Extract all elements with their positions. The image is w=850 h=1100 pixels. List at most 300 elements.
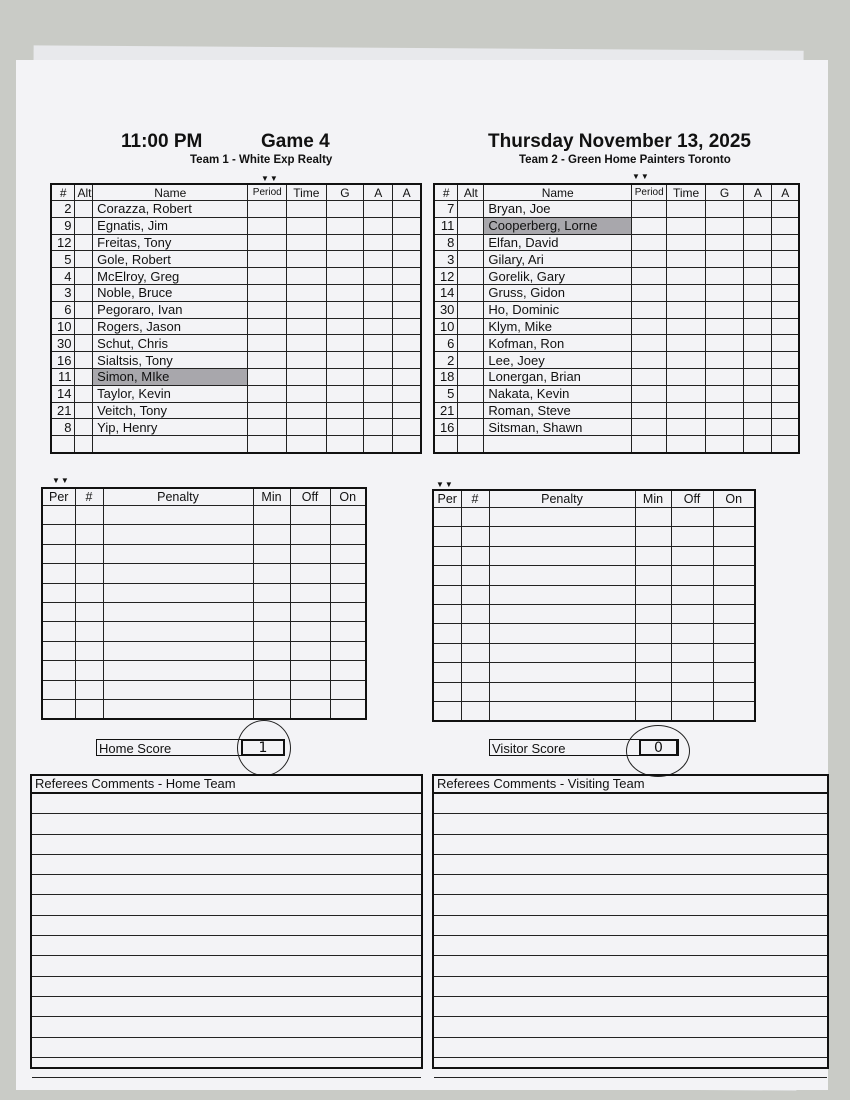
stat-cell: [458, 419, 484, 436]
arrow-marker: ▼▼: [632, 172, 650, 181]
stat-cell: [326, 284, 364, 301]
comment-line: [32, 814, 421, 834]
penalty-cell: [253, 583, 290, 602]
penalty-cell: [461, 604, 489, 623]
penalty-cell: [103, 699, 253, 719]
stat-cell: [632, 217, 667, 234]
home-penalty-header: [42, 488, 366, 506]
player-name: Noble, Bruce: [93, 284, 248, 301]
stat-cell: [458, 368, 484, 385]
stat-cell: [667, 268, 705, 285]
penalty-cell: [713, 566, 755, 585]
player-name: Elfan, David: [484, 234, 632, 251]
player-number: 11: [51, 368, 75, 385]
col-alt: Alt: [458, 184, 484, 201]
col-assist: A: [772, 184, 799, 201]
col-goal: G: [326, 184, 364, 201]
penalty-cell: [433, 585, 461, 604]
stat-cell: [75, 301, 93, 318]
player-number: 2: [434, 352, 458, 369]
stat-cell: [632, 268, 667, 285]
stat-cell: [458, 234, 484, 251]
comment-line: [32, 1058, 421, 1078]
penalty-row: [433, 624, 755, 643]
stat-cell: [393, 402, 421, 419]
roster-row: [51, 201, 421, 218]
roster-row: [434, 368, 799, 385]
player-name: Yip, Henry: [93, 419, 248, 436]
penalty-cell: [671, 566, 713, 585]
penalty-cell: [461, 682, 489, 701]
player-name: Freitas, Tony: [93, 234, 248, 251]
stat-cell: [326, 368, 364, 385]
penalty-cell: [433, 566, 461, 585]
comment-line: [434, 875, 827, 895]
penalty-cell: [75, 699, 103, 719]
player-name: Klym, Mike: [484, 318, 632, 335]
stat-cell: [772, 419, 799, 436]
penalty-cell: [290, 661, 330, 680]
stat-cell: [667, 436, 705, 453]
comment-line: [434, 794, 827, 814]
stat-cell: [287, 402, 327, 419]
stat-cell: [667, 318, 705, 335]
col-number: #: [461, 490, 489, 508]
player-name: [484, 436, 632, 453]
stat-cell: [75, 436, 93, 453]
penalty-cell: [253, 641, 290, 660]
stat-cell: [705, 251, 743, 268]
stat-cell: [364, 352, 393, 369]
stat-cell: [632, 419, 667, 436]
stat-cell: [705, 436, 743, 453]
arrow-marker: ▼▼: [436, 480, 454, 489]
stat-cell: [744, 368, 772, 385]
penalty-cell: [489, 508, 635, 527]
col-period: Period: [632, 184, 667, 201]
player-name: Sitsman, Shawn: [484, 419, 632, 436]
player-name: Kofman, Ron: [484, 335, 632, 352]
penalty-cell: [713, 585, 755, 604]
penalty-cell: [489, 546, 635, 565]
roster-row: [434, 234, 799, 251]
home-penalty-table: [41, 487, 367, 720]
stat-cell: [364, 268, 393, 285]
penalty-cell: [75, 564, 103, 583]
comment-line: [434, 997, 827, 1017]
col-minutes: Min: [635, 490, 671, 508]
stat-cell: [326, 234, 364, 251]
player-name: McElroy, Greg: [93, 268, 248, 285]
penalty-cell: [330, 602, 366, 621]
player-number: 2: [51, 201, 75, 218]
stat-cell: [705, 201, 743, 218]
roster-row: [434, 385, 799, 402]
stat-cell: [772, 268, 799, 285]
penalty-cell: [713, 682, 755, 701]
stat-cell: [326, 217, 364, 234]
stat-cell: [248, 436, 287, 453]
player-name: Veitch, Tony: [93, 402, 248, 419]
stat-cell: [248, 217, 287, 234]
penalty-cell: [461, 663, 489, 682]
penalty-cell: [635, 527, 671, 546]
stat-cell: [364, 201, 393, 218]
stat-cell: [632, 251, 667, 268]
stat-cell: [326, 385, 364, 402]
col-assist: A: [364, 184, 393, 201]
comment-line: [434, 895, 827, 915]
penalty-cell: [75, 680, 103, 699]
penalty-cell: [253, 564, 290, 583]
stat-cell: [632, 301, 667, 318]
stat-cell: [458, 335, 484, 352]
col-name: Name: [93, 184, 248, 201]
penalty-cell: [433, 624, 461, 643]
stat-cell: [458, 284, 484, 301]
stat-cell: [705, 402, 743, 419]
penalty-cell: [671, 643, 713, 662]
home-referee-comments: [30, 774, 423, 1069]
penalty-cell: [635, 643, 671, 662]
roster-row: [434, 268, 799, 285]
penalty-cell: [42, 525, 75, 544]
penalty-cell: [713, 663, 755, 682]
stat-cell: [772, 284, 799, 301]
comment-line: [32, 956, 421, 976]
penalty-cell: [330, 699, 366, 719]
penalty-cell: [75, 622, 103, 641]
penalty-row: [433, 546, 755, 565]
stat-cell: [667, 385, 705, 402]
penalty-row: [42, 680, 366, 699]
stat-cell: [287, 268, 327, 285]
player-number: [434, 436, 458, 453]
penalty-cell: [290, 641, 330, 660]
stat-cell: [287, 301, 327, 318]
stat-cell: [458, 301, 484, 318]
penalty-cell: [433, 527, 461, 546]
roster-row: [51, 217, 421, 234]
stat-cell: [287, 251, 327, 268]
stat-cell: [248, 301, 287, 318]
col-goal: G: [705, 184, 743, 201]
stat-cell: [364, 419, 393, 436]
comment-line: [434, 1038, 827, 1058]
comment-line: [32, 997, 421, 1017]
col-name: Name: [484, 184, 632, 201]
stat-cell: [744, 335, 772, 352]
penalty-cell: [103, 525, 253, 544]
comment-line: [32, 794, 421, 814]
stat-cell: [705, 335, 743, 352]
stat-cell: [705, 301, 743, 318]
col-period: Per: [433, 490, 461, 508]
penalty-row: [42, 622, 366, 641]
penalty-cell: [433, 604, 461, 623]
stat-cell: [744, 284, 772, 301]
stat-cell: [458, 251, 484, 268]
stat-cell: [248, 251, 287, 268]
penalty-cell: [671, 546, 713, 565]
penalty-cell: [671, 682, 713, 701]
stat-cell: [667, 284, 705, 301]
penalty-cell: [330, 583, 366, 602]
col-number: #: [51, 184, 75, 201]
roster-row: [51, 402, 421, 419]
penalty-cell: [253, 680, 290, 699]
roster-row: [434, 217, 799, 234]
penalty-cell: [42, 641, 75, 660]
stat-cell: [364, 436, 393, 453]
penalty-cell: [290, 564, 330, 583]
comment-line: [434, 814, 827, 834]
penalty-cell: [461, 527, 489, 546]
home-score-label: Home Score: [99, 741, 172, 756]
penalty-cell: [103, 602, 253, 621]
stat-cell: [326, 335, 364, 352]
stat-cell: [705, 318, 743, 335]
penalty-cell: [42, 544, 75, 563]
col-on: On: [330, 488, 366, 506]
penalty-cell: [42, 622, 75, 641]
penalty-cell: [42, 583, 75, 602]
penalty-row: [42, 641, 366, 660]
player-number: 3: [434, 251, 458, 268]
penalty-cell: [75, 641, 103, 660]
stat-cell: [744, 251, 772, 268]
penalty-cell: [42, 602, 75, 621]
stat-cell: [75, 217, 93, 234]
stat-cell: [75, 251, 93, 268]
comment-line: [434, 956, 827, 976]
col-minutes: Min: [253, 488, 290, 506]
col-assist: A: [744, 184, 772, 201]
penalty-row: [42, 506, 366, 525]
stat-cell: [667, 234, 705, 251]
player-number: 11: [434, 217, 458, 234]
player-number: 5: [51, 251, 75, 268]
stat-cell: [667, 352, 705, 369]
comment-line: [434, 916, 827, 936]
roster-row: [51, 436, 421, 453]
stat-cell: [744, 217, 772, 234]
stat-cell: [75, 402, 93, 419]
player-number: 21: [434, 402, 458, 419]
stat-cell: [287, 318, 327, 335]
stat-cell: [393, 234, 421, 251]
penalty-cell: [103, 544, 253, 563]
player-number: 6: [434, 335, 458, 352]
penalty-cell: [635, 585, 671, 604]
stat-cell: [364, 217, 393, 234]
penalty-cell: [433, 701, 461, 721]
roster-row: [51, 268, 421, 285]
stat-cell: [326, 301, 364, 318]
penalty-cell: [75, 583, 103, 602]
player-name: Egnatis, Jim: [93, 217, 248, 234]
handwritten-circle: [237, 720, 291, 776]
stat-cell: [705, 217, 743, 234]
player-number: 12: [434, 268, 458, 285]
penalty-cell: [330, 622, 366, 641]
penalty-cell: [433, 508, 461, 527]
penalty-cell: [635, 566, 671, 585]
penalty-cell: [489, 604, 635, 623]
stat-cell: [772, 217, 799, 234]
stat-cell: [667, 402, 705, 419]
stat-cell: [326, 419, 364, 436]
col-time: Time: [287, 184, 327, 201]
stat-cell: [772, 385, 799, 402]
stat-cell: [772, 368, 799, 385]
penalty-cell: [489, 585, 635, 604]
stat-cell: [75, 368, 93, 385]
stat-cell: [744, 268, 772, 285]
player-number: 9: [51, 217, 75, 234]
penalty-row: [433, 527, 755, 546]
stat-cell: [364, 402, 393, 419]
player-name: Ho, Dominic: [484, 301, 632, 318]
penalty-cell: [433, 682, 461, 701]
player-name: Gruss, Gidon: [484, 284, 632, 301]
stat-cell: [287, 217, 327, 234]
comment-line: [434, 1058, 827, 1078]
stat-cell: [248, 385, 287, 402]
player-number: [51, 436, 75, 453]
stat-cell: [393, 436, 421, 453]
comment-line: [434, 835, 827, 855]
comment-line: [32, 895, 421, 915]
visitor-score-value: 0: [639, 739, 678, 756]
penalty-cell: [489, 682, 635, 701]
stat-cell: [364, 318, 393, 335]
stat-cell: [248, 335, 287, 352]
stat-cell: [248, 419, 287, 436]
penalty-cell: [433, 546, 461, 565]
visitor-roster-header: [434, 184, 799, 201]
penalty-cell: [671, 701, 713, 721]
stat-cell: [632, 234, 667, 251]
penalty-cell: [461, 643, 489, 662]
player-number: 16: [51, 352, 75, 369]
col-time: Time: [667, 184, 705, 201]
penalty-cell: [103, 680, 253, 699]
game-number: Game 4: [261, 131, 330, 152]
stat-cell: [772, 251, 799, 268]
comment-line: [32, 916, 421, 936]
col-off: Off: [671, 490, 713, 508]
stat-cell: [393, 318, 421, 335]
penalty-cell: [671, 508, 713, 527]
stat-cell: [326, 318, 364, 335]
visitor-score-label: Visitor Score: [492, 741, 566, 756]
penalty-cell: [253, 506, 290, 525]
stat-cell: [287, 352, 327, 369]
stat-cell: [705, 234, 743, 251]
col-period: Period: [248, 184, 287, 201]
player-number: 21: [51, 402, 75, 419]
stat-cell: [326, 352, 364, 369]
player-name: Gorelik, Gary: [484, 268, 632, 285]
penalty-cell: [42, 699, 75, 719]
player-name: Schut, Chris: [93, 335, 248, 352]
home-comments-title: Referees Comments - Home Team: [32, 776, 421, 794]
roster-row: [434, 201, 799, 218]
col-on: On: [713, 490, 755, 508]
roster-row: [434, 284, 799, 301]
stat-cell: [393, 352, 421, 369]
penalty-row: [433, 604, 755, 623]
visitor-comments-title: Referees Comments - Visiting Team: [434, 776, 827, 794]
game-date: Thursday November 13, 2025: [488, 131, 751, 152]
penalty-cell: [635, 682, 671, 701]
stat-cell: [393, 284, 421, 301]
penalty-cell: [103, 622, 253, 641]
penalty-cell: [635, 508, 671, 527]
roster-row: [434, 318, 799, 335]
stat-cell: [326, 268, 364, 285]
player-number: 8: [434, 234, 458, 251]
stat-cell: [75, 318, 93, 335]
penalty-cell: [330, 525, 366, 544]
penalty-row: [433, 566, 755, 585]
penalty-row: [42, 564, 366, 583]
player-name: Taylor, Kevin: [93, 385, 248, 402]
stat-cell: [393, 368, 421, 385]
roster-row: [434, 436, 799, 453]
penalty-row: [433, 682, 755, 701]
stat-cell: [287, 234, 327, 251]
roster-row: [434, 301, 799, 318]
player-number: 14: [51, 385, 75, 402]
stat-cell: [667, 217, 705, 234]
comment-line: [434, 855, 827, 875]
stat-cell: [632, 318, 667, 335]
player-name: Cooperberg, Lorne: [484, 217, 632, 234]
penalty-cell: [42, 680, 75, 699]
player-number: 12: [51, 234, 75, 251]
stat-cell: [744, 436, 772, 453]
col-number: #: [434, 184, 458, 201]
stat-cell: [667, 335, 705, 352]
stat-cell: [75, 268, 93, 285]
roster-row: [51, 352, 421, 369]
penalty-row: [42, 699, 366, 719]
stat-cell: [248, 368, 287, 385]
stat-cell: [458, 318, 484, 335]
penalty-cell: [253, 525, 290, 544]
player-number: 30: [434, 301, 458, 318]
stat-cell: [744, 318, 772, 335]
player-number: 7: [434, 201, 458, 218]
penalty-cell: [103, 564, 253, 583]
stat-cell: [772, 234, 799, 251]
penalty-cell: [290, 602, 330, 621]
penalty-cell: [433, 643, 461, 662]
penalty-cell: [489, 527, 635, 546]
stat-cell: [393, 335, 421, 352]
penalty-row: [433, 585, 755, 604]
stat-cell: [75, 201, 93, 218]
stat-cell: [287, 335, 327, 352]
stat-cell: [364, 234, 393, 251]
penalty-cell: [75, 602, 103, 621]
score-sheet: [16, 60, 828, 1090]
penalty-cell: [635, 546, 671, 565]
penalty-cell: [461, 508, 489, 527]
roster-row: [51, 284, 421, 301]
